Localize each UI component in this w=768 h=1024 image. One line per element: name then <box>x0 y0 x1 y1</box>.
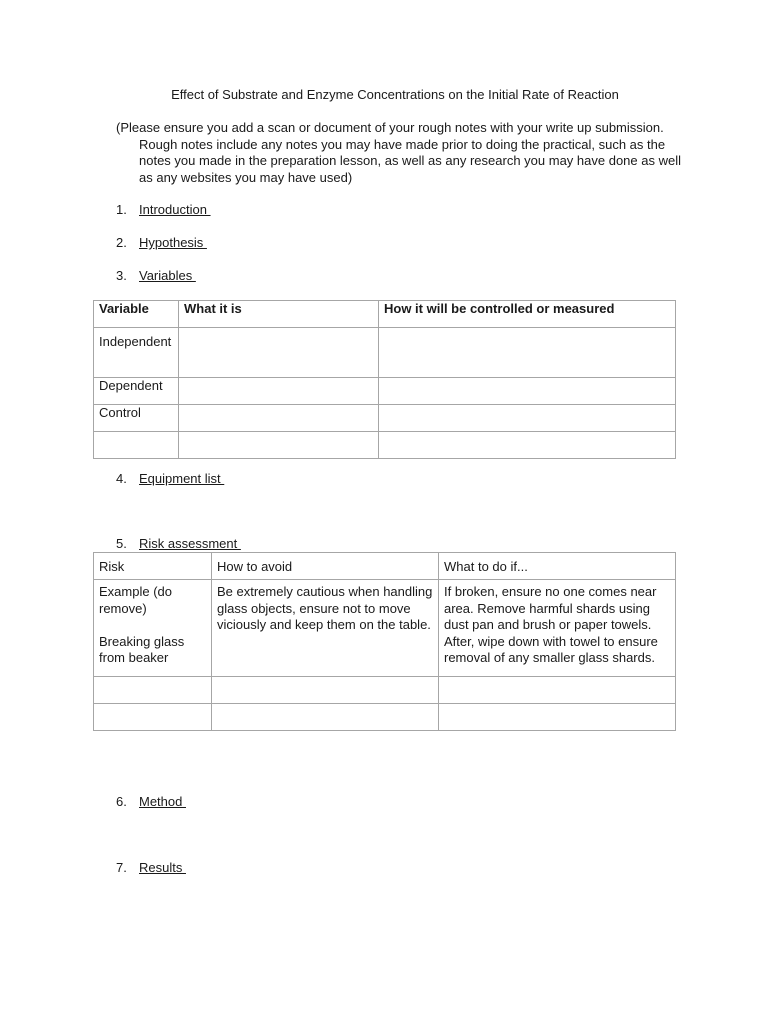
note-rest: Rough notes include any notes you may have made prior to doing the practical, such as the notes you made in the preparation lesson, as well as any research you may have done as well as any websites you may have used) <box>139 136 681 185</box>
table-header-cell: Variable <box>94 301 179 328</box>
table-header-cell: Risk <box>94 553 212 580</box>
heading-label: Introduction <box>139 202 211 217</box>
heading-results <box>116 860 186 875</box>
table-cell <box>439 677 676 704</box>
page-title: Effect of Substrate and Enzyme Concentrations on the Initial Rate of Reaction <box>171 87 619 102</box>
table-header-cell: How it will be controlled or measured <box>379 301 676 328</box>
table-cell <box>179 405 379 432</box>
table-cell-risk <box>94 580 212 677</box>
table-row <box>94 432 676 459</box>
heading-risk-assessment <box>116 536 241 551</box>
table-row <box>94 328 676 378</box>
risk-example-label: Example (do remove) <box>99 584 172 616</box>
heading-label: Results <box>139 860 186 875</box>
heading-number: 3. <box>116 268 127 283</box>
table-row <box>94 580 676 677</box>
heading-number: 2. <box>116 235 127 250</box>
table-cell: Independent <box>94 328 179 378</box>
table-header-row <box>94 553 676 580</box>
table-row <box>94 405 676 432</box>
heading-number: 1. <box>116 202 127 217</box>
table-cell: Control <box>94 405 179 432</box>
risk-example-text: Breaking glass from beaker <box>99 633 185 665</box>
table-header-cell: How to avoid <box>212 553 439 580</box>
heading-label: Equipment list <box>139 471 225 486</box>
heading-number: 7. <box>116 860 127 875</box>
heading-label: Hypothesis <box>139 235 207 250</box>
heading-equipment-list <box>116 471 224 486</box>
heading-method <box>116 794 186 809</box>
table-cell <box>379 328 676 378</box>
table-cell <box>212 677 439 704</box>
submission-note <box>116 120 686 186</box>
heading-label: Variables <box>139 268 196 283</box>
risk-assessment-table <box>93 552 676 731</box>
table-cell-action: If broken, ensure no one comes near area. Remove harmful shards using dust pan and brush or paper towels. After, wipe down with towel to ensure removal of any smaller glass shards. <box>439 580 676 677</box>
table-header-cell: What to do if... <box>439 553 676 580</box>
table-cell <box>212 704 439 731</box>
table-cell <box>379 432 676 459</box>
table-cell <box>94 677 212 704</box>
table-row <box>94 378 676 405</box>
heading-number: 5. <box>116 536 127 551</box>
heading-hypothesis <box>116 235 207 250</box>
table-cell <box>179 432 379 459</box>
table-cell <box>94 704 212 731</box>
note-first-line: (Please ensure you add a scan or document of your rough notes with your write up submission. <box>116 120 664 135</box>
table-cell <box>379 405 676 432</box>
table-header-cell: What it is <box>179 301 379 328</box>
table-row <box>94 677 676 704</box>
table-row <box>94 704 676 731</box>
heading-label: Method <box>139 794 186 809</box>
heading-label: Risk assessment <box>139 536 241 551</box>
table-header-row <box>94 301 676 328</box>
heading-variables <box>116 268 196 283</box>
table-cell <box>439 704 676 731</box>
table-cell <box>179 378 379 405</box>
table-cell <box>94 432 179 459</box>
table-cell: Dependent <box>94 378 179 405</box>
heading-introduction <box>116 202 211 217</box>
heading-number: 4. <box>116 471 127 486</box>
heading-number: 6. <box>116 794 127 809</box>
table-cell <box>379 378 676 405</box>
variables-table <box>93 300 676 459</box>
table-cell <box>179 328 379 378</box>
table-cell-avoid: Be extremely cautious when handling glass objects, ensure not to move viciously and keep them on the table. <box>212 580 439 677</box>
